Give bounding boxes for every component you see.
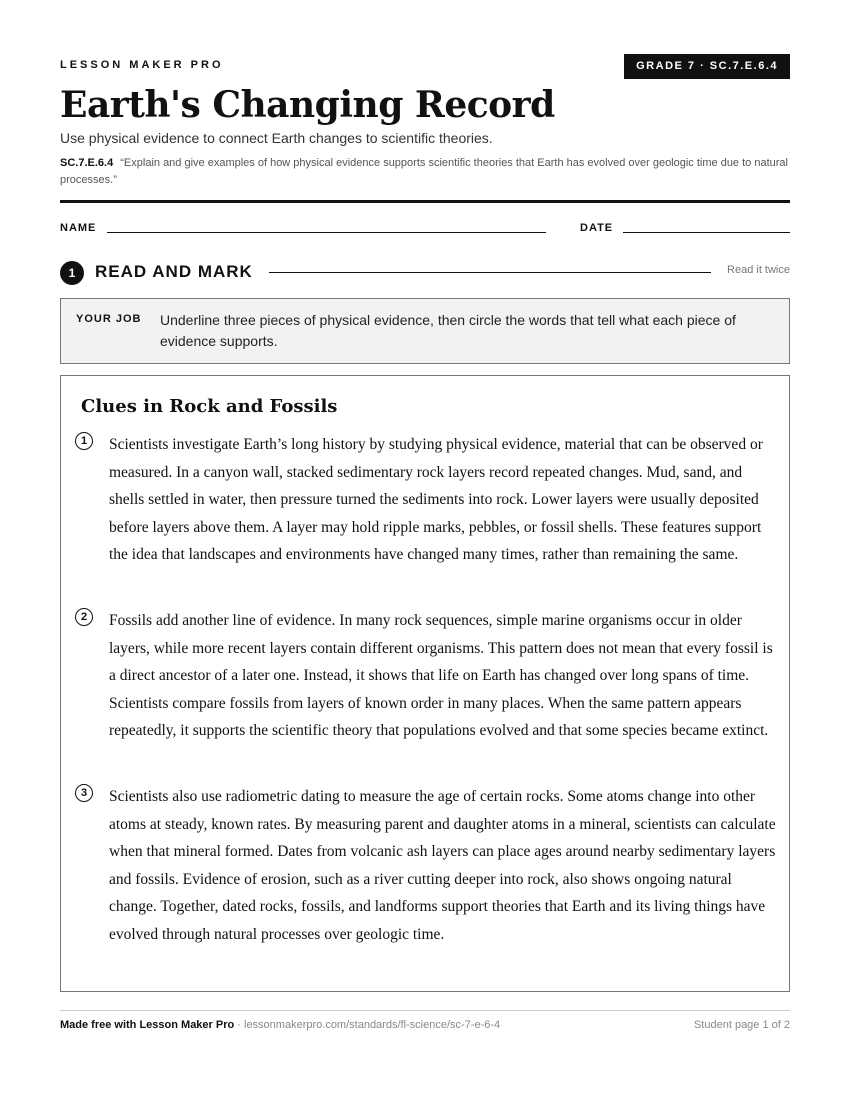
footer-divider — [60, 1010, 790, 1011]
footer-url[interactable]: lessonmakerpro.com/standards/fl-science/sc-7-e-6-4 — [244, 1019, 501, 1031]
footer-brand: Made free with Lesson Maker Pro — [60, 1019, 235, 1031]
brand-name: LESSON MAKER PRO — [60, 59, 224, 71]
footer-separator: · — [234, 1019, 244, 1031]
standard-statement — [60, 155, 790, 189]
paragraph-text: Fossils add another line of evidence. In many rock sequences, simple marine organisms occur in older layers, while more recent layers contain different organisms. This pattern does not mean that every fossil is a direct ancestor of a later one. Instead, it shows that life on Earth has changed over long spans of time. Scientists compare fossils from layers of known order in many places. When the same pattern appears repeatedly, it supports the scientific theory that populations evolved and that some species became extinct. — [109, 612, 773, 740]
section-title: READ AND MARK — [95, 262, 253, 281]
name-field[interactable] — [107, 232, 546, 233]
paragraph-number: 1 — [75, 432, 93, 450]
footer-credit — [60, 1019, 500, 1031]
header-divider — [60, 200, 790, 203]
page-number: Student page 1 of 2 — [693, 1019, 790, 1031]
reading-title: Clues in Rock and Fossils — [81, 396, 338, 417]
section-divider — [269, 272, 711, 273]
job-instructions-box — [60, 298, 790, 364]
section-hint: Read it twice — [727, 264, 790, 276]
date-field[interactable] — [623, 232, 790, 233]
grade-badge: GRADE 7 · SC.7.E.6.4 — [624, 54, 790, 79]
paragraph-number: 2 — [75, 608, 93, 626]
section-number-badge: 1 — [60, 261, 84, 285]
reading-passage-box — [60, 375, 790, 992]
paragraph-number: 3 — [75, 784, 93, 802]
page-subtitle: Use physical evidence to connect Earth changes to scientific theories. — [60, 130, 493, 146]
paragraph-text: Scientists also use radiometric dating to measure the age of certain rocks. Some atoms change into other atoms at steady, known rates. By measuring parent and daughter atoms in a mineral, scientists can calculate when that mineral formed. Dates from volcanic ash layers can place ages around nearby sedimentary layers and fossils. Evidence of erosion, such as a river cutting deeper into rock, also shows ongoing natural change. Together, dated rocks, fossils, and landforms support theories that Earth and its living things have evolved through natural processes over geologic time. — [109, 788, 776, 943]
name-label: NAME — [60, 222, 97, 234]
job-label: YOUR JOB — [76, 313, 142, 325]
page-title: Earth's Changing Record — [60, 84, 555, 126]
standard-text: “Explain and give examples of how physical evidence supports scientific theories that Earth has evolved over geologic time due to natural processes.” — [60, 157, 788, 186]
job-text: Underline three pieces of physical evidence, then circle the words that tell what each piece of evidence supports. — [160, 312, 736, 349]
standard-code: SC.7.E.6.4 — [60, 157, 114, 169]
paragraph-text: Scientists investigate Earth’s long history by studying physical evidence, material that can be observed or measured. In a canyon wall, stacked sedimentary rock layers record repeated changes. Mud, sand, and shells settled in water, then pressure turned the sediments into rock. Lower layers were usually deposited before layers above them. A layer may hold ripple marks, pebbles, or fossil shells. These features support the idea that landscapes and environments have changed many times, rather than remaining the same. — [109, 436, 763, 564]
date-label: DATE — [580, 222, 614, 234]
